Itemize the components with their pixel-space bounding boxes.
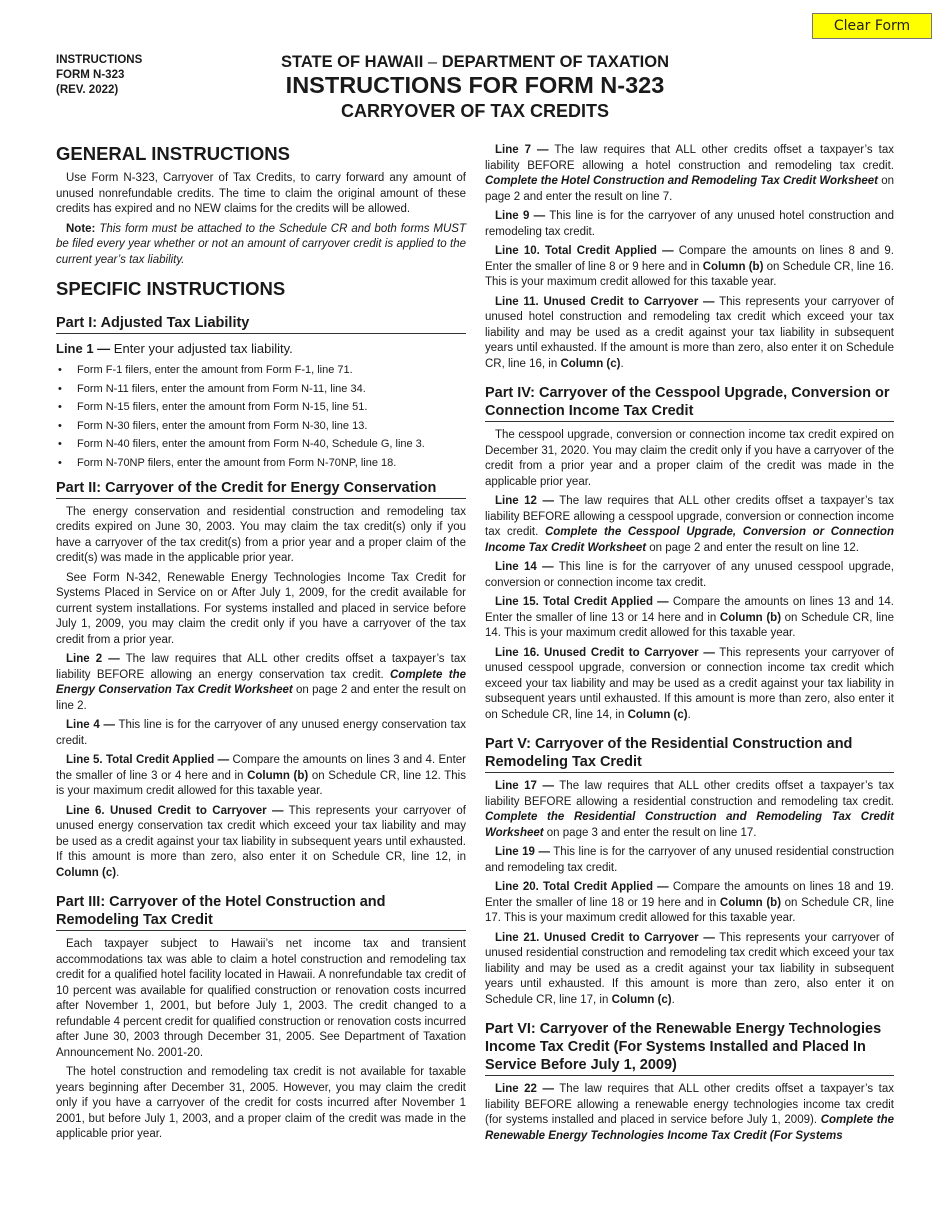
line5-column: Column (b) [247,769,309,782]
line7-worksheet: Complete the Hotel Construction and Remodeling Tax Credit Worksheet [485,175,878,187]
line16-label: Line 16. Unused Credit to Carryover — [495,646,715,659]
line5-tail: on Schedule CR, line 12. This is your maximum credit allowed for this taxable year. [56,769,466,798]
part2-line5 [56,753,466,800]
line12-text: The law requires that ALL other credits offset a taxpayer’s tax liability BEFORE allowing a cesspool upgrade, conversion or connection income tax credit. [485,495,894,538]
line21-tail: . [671,993,675,1006]
right-column [485,143,894,1148]
part2-line6 [56,804,466,882]
part1-line1 [56,340,466,357]
line20-tail: on Schedule CR, line 17. This is your maximum credit allowed for this taxable year. [485,896,894,924]
part1-heading: Part I: Adjusted Tax Liability [56,314,466,334]
part5-line21 [485,931,894,1009]
line6-tail: . [116,866,120,879]
part3-line7 [485,143,894,205]
line15-tail: on Schedule CR, line 14. This is your maximum credit allowed for this taxable year. [485,611,894,639]
line4-text: This line is for the carryover of any unused energy conservation tax credit. [56,719,466,747]
part2-heading: Part II: Carryover of the Credit for Energy Conservation [56,479,466,499]
part4-line14 [485,560,894,591]
line5-text: Compare the amounts on lines 3 and 4. Enter the smaller of line 3 or 4 here and in [56,754,466,782]
line9-label: Line 9 — [495,210,546,222]
line11-text: This represents your carryover of unused hotel construction and remodeling tax credit which exceed your tax liability and may be used as a credit against your tax liability in subsequent years until exhausted. If the amount is more than zero, also enter it on Schedule CR, line 16, in [485,295,894,370]
part5-line20 [485,880,894,927]
list-item: • Form N-11 filers, enter the amount from Form N-11, line 34. [56,380,466,399]
line2-worksheet: Complete the Energy Conservation Tax Credit Worksheet [56,668,466,697]
line11-column: Column (c) [560,357,621,370]
meta-form-number: FORM N-323 [56,69,125,81]
part4-line12 [485,494,894,556]
agency-separator: – [423,53,442,71]
part3-paragraph-2: The hotel construction and remodeling tax credit is not available for taxable years beginning after December 31, 2005. However, you may claim the credit only if you have a carryover of the credit for costs incurred after November 1 2001, but before July 1, 2003, and a proper claim of the credit was made in the applicable prior year. [56,1066,466,1141]
part5-line17 [485,779,894,841]
line22-worksheet: Complete the Renewable Energy Technologies Income Tax Credit (For Systems [485,1114,895,1142]
line11-label: Line 11. Unused Credit to Carryover — [495,295,715,308]
document-title: INSTRUCTIONS FOR FORM N-323 [285,72,665,98]
line20-column: Column (b) [719,896,782,909]
part6-line22 [485,1082,894,1144]
part4-line15 [485,595,894,642]
agency-state: STATE OF HAWAII [280,53,424,71]
part5-heading: Part V: Carryover of the Residential Construction and Remodeling Tax Credit [485,735,894,773]
line12-worksheet: Complete the Cesspool Upgrade, Conversion or Connection Income Tax Credit Worksheet [485,526,894,554]
general-note [56,222,466,269]
specific-instructions-heading: SPECIFIC INSTRUCTIONS [56,278,286,299]
agency-line [222,52,728,72]
line10-text: Compare the amounts on lines 8 and 9. Enter the smaller of line 8 or 9 here and in [485,245,894,273]
line11-tail: . [620,357,624,370]
part2-line4 [56,718,466,749]
part2-paragraph-1: The energy conservation and residential construction and remodeling tax credits expired on June 30, 2003. You may claim the tax credit(s) only if you have a carryover of the tax credit(s) from a prior year and a proper claim of the credit(s) was made in the applicable prior year. [56,505,466,565]
part2-paragraph-2: See Form N-342, Renewable Energy Technologies Income Tax Credit for Systems Placed in Service on or After July 1, 2009, for the credit available for current system installations. For systems installed and placed in service before July 1, 2009, you may claim the credit only if you have a carryover of the tax credit from a prior year. [56,571,466,646]
line17-worksheet: Complete the Residential Construction and Remodeling Tax Credit Worksheet [485,811,894,839]
meta-revision: (REV. 2022) [56,84,119,96]
agency-department: DEPARTMENT OF TAXATION [441,53,670,71]
line10-tail: on Schedule CR, line 16. This is your maximum credit allowed for this taxable year. [485,260,894,288]
line4-label: Line 4 — [66,719,115,732]
part5-line19 [485,845,894,876]
line16-text: This represents your carryover of unused cesspool upgrade, conversion or connection income tax credit which exceed your tax liability and may be used as a credit against your tax liability in subsequent years until exhausted. If this amount is more than zero, also enter it on Schedule CR, line 14, in [485,646,894,721]
form-meta [56,53,142,98]
line15-column: Column (b) [719,611,782,624]
list-item: • Form F-1 filers, enter the amount from Form F-1, line 71. [56,361,466,380]
clear-form-button[interactable]: Clear Form [812,13,932,39]
part4-heading: Part IV: Carryover of the Cesspool Upgrade, Conversion or Connection Income Tax Credit [485,384,894,422]
note-label: Note: [66,222,96,235]
line6-label: Line 6. Unused Credit to Carryover — [66,804,284,817]
line6-column: Column (c) [56,866,117,879]
line10-label: Line 10. Total Credit Applied — [495,245,674,257]
meta-instructions: INSTRUCTIONS [56,54,143,66]
line2-tail: on page 2 and enter the result on line 2. [56,684,466,712]
line21-label: Line 21. Unused Credit to Carryover — [495,931,715,944]
part2-line2 [56,652,466,714]
line19-text: This line is for the carryover of any unused residential construction and remodeling tax credit. [485,846,894,874]
document-header [222,52,728,122]
line1-text: Enter your adjusted tax liability. [110,341,293,356]
line12-label: Line 12 — [495,495,554,507]
part3-heading: Part III: Carryover of the Hotel Construction and Remodeling Tax Credit [56,893,466,931]
part1-filer-list [56,361,466,473]
part4-paragraph-1: The cesspool upgrade, conversion or connection income tax credit expired on December 31, 2020. You may claim the credit only if you have a carryover of the credit from a prior year and a proper claim of the credit was made in the applicable prior year. [485,429,894,488]
line7-text: The law requires that ALL other credits offset a taxpayer’s tax liability BEFORE allowing a hotel construction and remodeling tax credit. [485,144,894,172]
part3-paragraph-1: Each taxpayer subject to Hawaii’s net income tax and transient accommodations tax was able to claim a hotel construction and remodeling tax credit for a qualified hotel facility located in Hawaii. A nonrefundable tax credit of 10 percent was available for qualified construction or renovation costs incurred after November 1, 2001, but before July 1, 2003. The credit changed to a refundable 4 percent credit for qualified construction or renovation costs incurred after June 30, 2003 through December 31, 2005. See Department of Taxation Announcement No. 2001-20. [56,938,466,1059]
line2-text: The law requires that ALL other credits offset a taxpayer’s tax liability BEFORE allowing an energy conservation tax credit. [56,653,466,681]
line17-text: The law requires that ALL other credits offset a taxpayer’s tax liability BEFORE allowing a residential construction and remodeling tax credit. [485,780,894,808]
line21-text: This represents your carryover of unused residential construction and remodeling tax credit which exceed your tax liability and may be used as a credit against your tax liability in subsequent years until exhausted. If this amount is more than zero, also enter it on Schedule CR, line 17, in [485,931,894,1006]
list-item: • Form N-70NP filers, enter the amount from Form N-70NP, line 18. [56,454,466,473]
line16-column: Column (c) [627,708,688,721]
line21-column: Column (c) [611,993,672,1006]
line19-label: Line 19 — [495,846,550,858]
line1-label: Line 1 — [56,341,111,356]
line10-column: Column (b) [702,260,764,273]
line22-text: The law requires that ALL other credits offset a taxpayer’s tax liability BEFORE allowing a renewable energy technologies income tax credit (for systems installed and placed in service before July 1, 2009). [485,1083,894,1126]
general-intro: Use Form N-323, Carryover of Tax Credits, to carry forward any amount of unused nonrefundable credits. The time to claim the original amount of these credits has expired and no NEW claims for the credits will be allowed. [56,172,466,215]
document-subtitle: CARRYOVER OF TAX CREDITS [340,101,609,121]
line7-tail: on page 2 and enter the result on line 7. [485,175,894,203]
line7-label: Line 7 — [495,144,549,156]
line15-text: Compare the amounts on lines 13 and 14. Enter the smaller of line 13 or 14 here and in [485,596,894,624]
line6-text: This represents your carryover of unused energy conservation tax credit which exceed your tax liability and may be used as a credit against your tax liability in subsequent years until exhausted. If this amount is more than zero, also enter it on Schedule CR, line 12, in [56,804,466,864]
part6-heading: Part VI: Carryover of the Renewable Energy Technologies Income Tax Credit (For Systems Installed and Placed In Service Before July 1, 2009) [485,1020,894,1076]
list-item: • Form N-15 filers, enter the amount from Form N-15, line 51. [56,398,466,417]
part4-line16 [485,646,894,724]
line22-label: Line 22 — [495,1083,554,1095]
line2-label: Line 2 — [66,653,120,666]
note-text: This form must be attached to the Schedule CR and both forms MUST be filed every year whether or not an amount of carryover credit is applied to the current year’s tax liability. [56,222,466,266]
line12-tail: on page 2 and enter the result on line 12. [646,541,859,554]
line14-text: This line is for the carryover of any unused cesspool upgrade, conversion or connection income tax credit. [485,561,894,589]
part3-line11 [485,295,894,373]
line5-label: Line 5. Total Credit Applied — [66,754,230,767]
list-item: • Form N-30 filers, enter the amount from Form N-30, line 13. [56,417,466,436]
part3-line9 [485,209,894,240]
left-column [56,140,466,1147]
line20-label: Line 20. Total Credit Applied — [495,881,669,893]
line9-text: This line is for the carryover of any unused hotel construction and remodeling tax credit. [485,210,894,238]
line17-tail: on page 3 and enter the result on line 17. [543,826,757,839]
line17-label: Line 17 — [495,780,554,792]
list-item: • Form N-40 filers, enter the amount from Form N-40, Schedule G, line 3. [56,435,466,454]
line20-text: Compare the amounts on lines 18 and 19. Enter the smaller of line 18 or 19 here and in [485,881,894,909]
line15-label: Line 15. Total Credit Applied — [495,596,669,608]
general-instructions-heading: GENERAL INSTRUCTIONS [56,143,291,164]
part3-line10 [485,244,894,291]
line14-label: Line 14 — [495,561,554,573]
line16-tail: . [687,708,691,721]
